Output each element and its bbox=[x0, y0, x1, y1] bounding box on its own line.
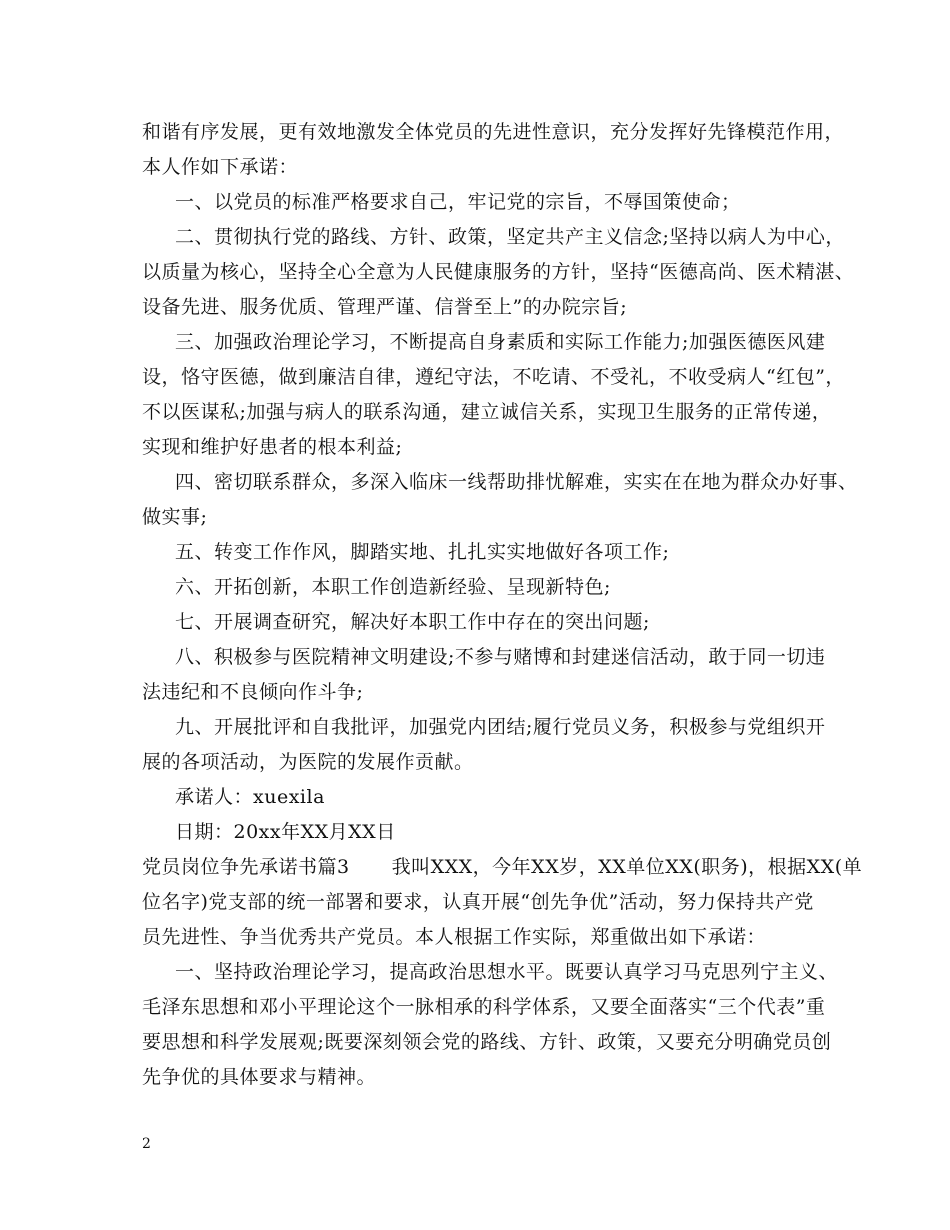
section-title: 党员岗位争先承诺书篇3 bbox=[142, 856, 350, 878]
text-line: 员先进性、争当优秀共产党员。本人根据工作实际，郑重做出如下承诺： bbox=[142, 926, 767, 948]
text-line: 三、加强政治理论学习，不断提高自身素质和实际工作能力;加强医德医风建 bbox=[175, 331, 826, 353]
text-line: 先争优的具体要求与精神。 bbox=[142, 1066, 377, 1088]
date-line: 日期：20xx年XX月XX日 bbox=[175, 821, 396, 843]
text-line: 四、密切联系群众，多深入临床一线帮助排忧解难，实实在在地为群众办好事、 bbox=[175, 471, 858, 493]
text-line: 七、开展调查研究，解决好本职工作中存在的突出问题; bbox=[175, 611, 650, 633]
text-line: 做实事; bbox=[142, 506, 208, 528]
signer-line: 承诺人：xuexila bbox=[175, 786, 325, 808]
text-line: 要思想和科学发展观;既要深刻领会党的路线、方针、政策，又要充分明确党员创 bbox=[142, 1031, 832, 1053]
text-line: 设备先进、服务优质、管理严谨、信誉至上”的办院宗旨; bbox=[142, 296, 628, 318]
text-line: 以质量为核心，坚持全心全意为人民健康服务的方针，坚持“医德高尚、医术精湛、 bbox=[142, 261, 855, 283]
text-line: 不以医谋私;加强与病人的联系沟通，建立诚信关系，实现卫生服务的正常传递， bbox=[142, 401, 832, 423]
page-number: 2 bbox=[142, 1136, 151, 1152]
text-line: 二、贯彻执行党的路线、方针、政策，坚定共产主义信念;坚持以病人为中心， bbox=[175, 226, 845, 248]
text-line: 实现和维护好患者的根本利益; bbox=[142, 436, 403, 458]
text-line: 九、开展批评和自我批评，加强党内团结;履行党员义务，积极参与党组织开 bbox=[175, 716, 826, 738]
text-line: 位名字)党支部的统一部署和要求，认真开展“创先争优”活动，努力保持共产党 bbox=[142, 891, 814, 913]
text-line: 一、以党员的标准严格要求自己，牢记党的宗旨，不辱国策使命； bbox=[175, 191, 741, 213]
section-heading-line bbox=[142, 855, 863, 879]
section-first-line: 我叫XXX，今年XX岁，XX单位XX(职务)，根据XX(单 bbox=[391, 856, 863, 878]
text-line: 和谐有序发展，更有效地激发全体党员的先进性意识，充分发挥好先锋模范作用， bbox=[142, 121, 845, 143]
text-line: 六、开拓创新，本职工作创造新经验、呈现新特色; bbox=[175, 576, 611, 598]
text-line: 法违纪和不良倾向作斗争; bbox=[142, 681, 364, 703]
text-line: 一、坚持政治理论学习，提高政治思想水平。既要认真学习马克思列宁主义、 bbox=[175, 961, 839, 983]
text-line: 八、积极参与医院精神文明建设;不参与赌博和封建迷信活动，敢于同一切违 bbox=[175, 646, 826, 668]
text-line: 展的各项活动，为医院的发展作贡献。 bbox=[142, 751, 474, 773]
text-line: 毛泽东思想和邓小平理论这个一脉相承的科学体系，又要全面落实“三个代表”重 bbox=[142, 996, 826, 1018]
text-line: 设，恪守医德，做到廉洁自律，遵纪守法，不吃请、不受礼，不收受病人“红包”， bbox=[142, 366, 845, 388]
text-line: 本人作如下承诺： bbox=[142, 156, 299, 178]
text-line: 五、转变工作作风，脚踏实地、扎扎实实地做好各项工作; bbox=[175, 541, 670, 563]
